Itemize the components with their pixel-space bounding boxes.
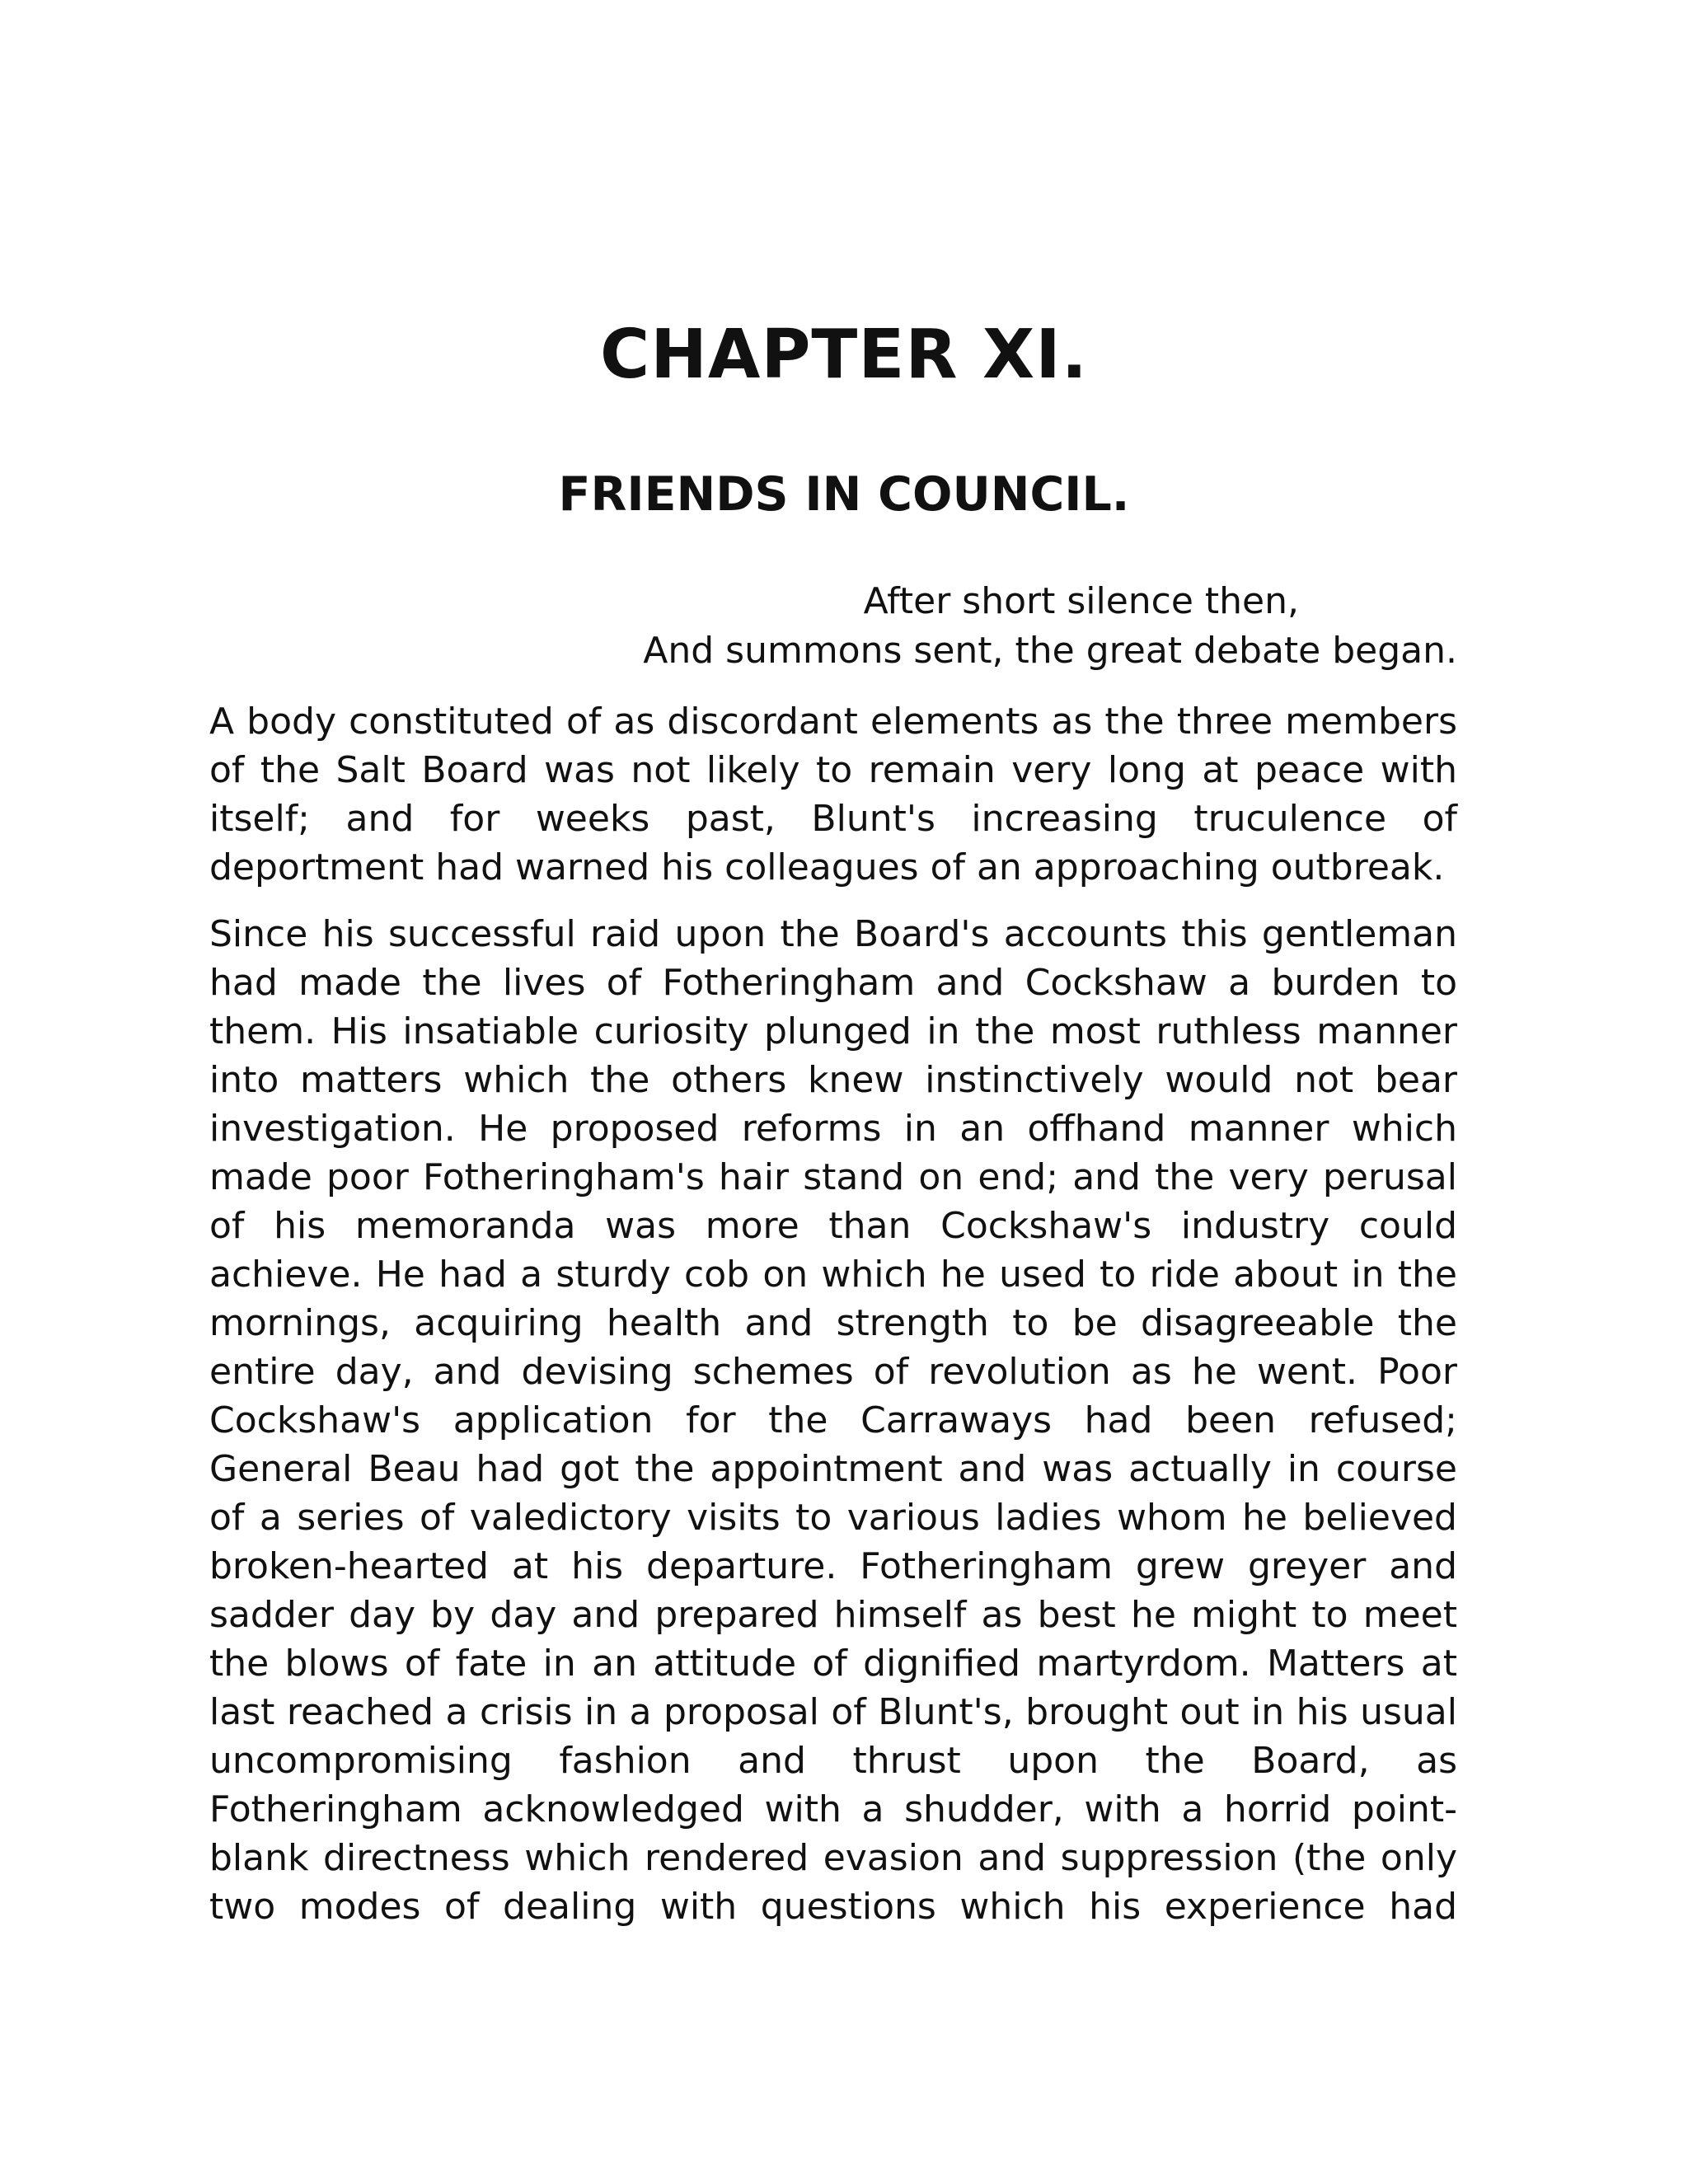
epigraph: [577, 577, 1457, 676]
chapter-subtitle: FRIENDS IN COUNCIL.: [558, 467, 1130, 522]
chapter-title: CHAPTER XI.: [600, 316, 1088, 394]
epigraph-line: And summons sent, the great debate began.: [643, 630, 1457, 672]
paragraph: Since his successful raid upon the Board's accounts this gentleman had made the lives of Fotheringham and Cockshaw a burden to them. His insatiable curiosity plunged in the most ruthless manner into matters which the others knew instinctively would not bear investigation. He proposed reforms in an offhand manner which made poor Fotheringham's hair stand on end; and the very perusal of his memoranda was more than Cockshaw's industry could achieve. He had a sturdy cob on which he used to ride about in the mornings, acquiring health and strength to be disagreeable the entire day, and devising schemes of revolution as he went. Poor Cockshaw's application for the Carraways had been refused; General Beau had got the appointment and was actually in course of a series of valedictory visits to various ladies whom he believed broken-hearted at his departure. Fotheringham grew greyer and sadder day by day and prepared himself as best he might to meet the blows of fate in an attitude of dignified martyrdom. Matters at last reached a crisis in a proposal of Blunt's, brought out in his usual uncompromising fashion and thrust upon the Board, as Fotheringham acknowledged with a shudder, with a horrid point-blank directness which rendered evasion and suppression (the only two modes of dealing with questions which his experience had: [209, 913, 1457, 1928]
paragraph: A body constituted of as discordant elements as the three members of the Salt Board was not likely to remain very long at peace with itself; and for weeks past, Blunt's increasing truculence of deportment had warned his colleagues of an approaching outbreak.: [209, 701, 1457, 888]
chapter-body: [209, 697, 1457, 1949]
epigraph-line: After short silence then,: [863, 580, 1299, 622]
